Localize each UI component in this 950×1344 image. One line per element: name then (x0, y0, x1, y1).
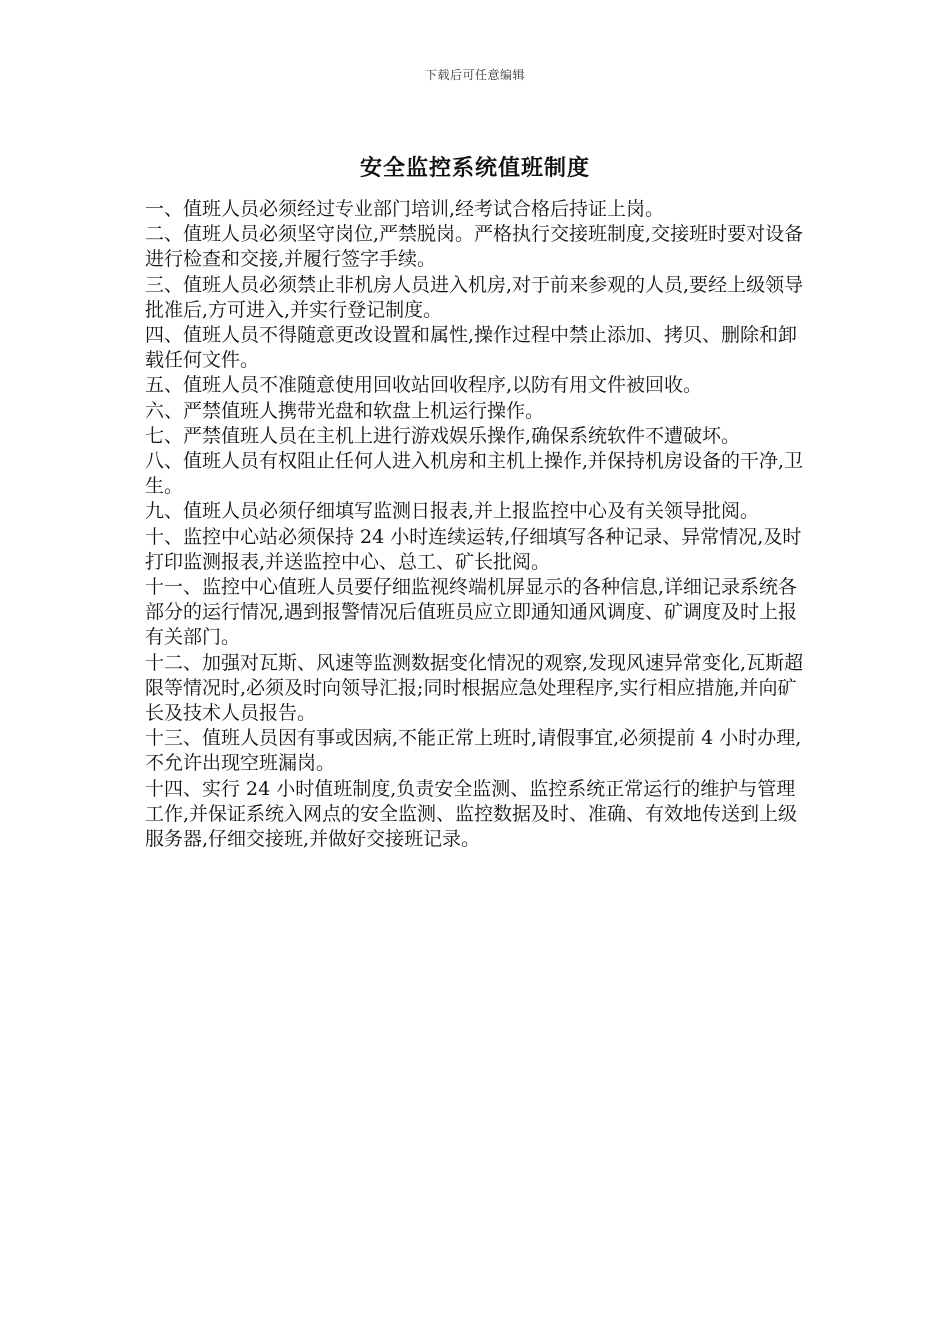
rule-item-13: 十三、值班人员因有事或因病,不能正常上班时,请假事宜,必须提前 4 小时办理,不允许出现空班漏岗。 (145, 727, 802, 775)
rules-list (145, 197, 813, 852)
rule-item-2: 二、值班人员必须坚守岗位,严禁脱岗。严格执行交接班制度,交接班时要对设备进行检查和交接,并履行签字手续。 (145, 223, 804, 271)
rule-item-4: 四、值班人员不得随意更改设置和属性,操作过程中禁止添加、拷贝、删除和卸载任何文件。 (145, 324, 798, 372)
rule-item-12: 十二、加强对瓦斯、风速等监测数据变化情况的观察,发现风速异常变化,瓦斯超限等情况时,必须及时向领导汇报;同时根据应急处理程序,实行相应措施,并向矿长及技术人员报告。 (145, 651, 804, 725)
rule-item-8: 八、值班人员有权阻止任何人进入机房和主机上操作,并保持机房设备的干净,卫生。 (145, 450, 804, 498)
page-header-note: 下载后可任意编辑 (424, 68, 525, 82)
rule-item-7: 七、严禁值班人员在主机上进行游戏娱乐操作,确保系统软件不遭破坏。 (145, 424, 741, 447)
rule-item-3: 三、值班人员必须禁止非机房人员进入机房,对于前来参观的人员,要经上级领导批准后,方可进入,并实行登记制度。 (145, 273, 804, 321)
rule-item-10: 十、监控中心站必须保持 24 小时连续运转,仔细填写各种记录、异常情况,及时打印监测报表,并送监控中心、总工、矿长批阅。 (145, 525, 802, 573)
rule-item-9: 九、值班人员必须仔细填写监测日报表,并上报监控中心及有关领导批阅。 (145, 500, 760, 523)
rule-item-6: 六、严禁值班人携带光盘和软盘上机运行操作。 (145, 399, 545, 422)
rule-item-14: 十四、实行 24 小时值班制度,负责安全监测、监控系统正常运行的维护与管理工作,并保证系统入网点的安全监测、监控数据及时、准确、有效地传送到上级服务器,仔细交接班,并做好交接班记录。 (145, 777, 798, 851)
rule-item-5: 五、值班人员不准随意使用回收站回收程序,以防有用文件被回收。 (145, 374, 703, 397)
rule-item-11: 十一、监控中心值班人员要仔细监视终端机屏显示的各种信息,详细记录系统各部分的运行情况,遇到报警情况后值班员应立即通知通风调度、矿调度及时上报有关部门。 (145, 576, 798, 649)
document-title: 安全监控系统值班制度 (359, 156, 590, 181)
rule-item-1: 一、值班人员必须经过专业部门培训,经考试合格后持证上岗。 (145, 198, 665, 220)
